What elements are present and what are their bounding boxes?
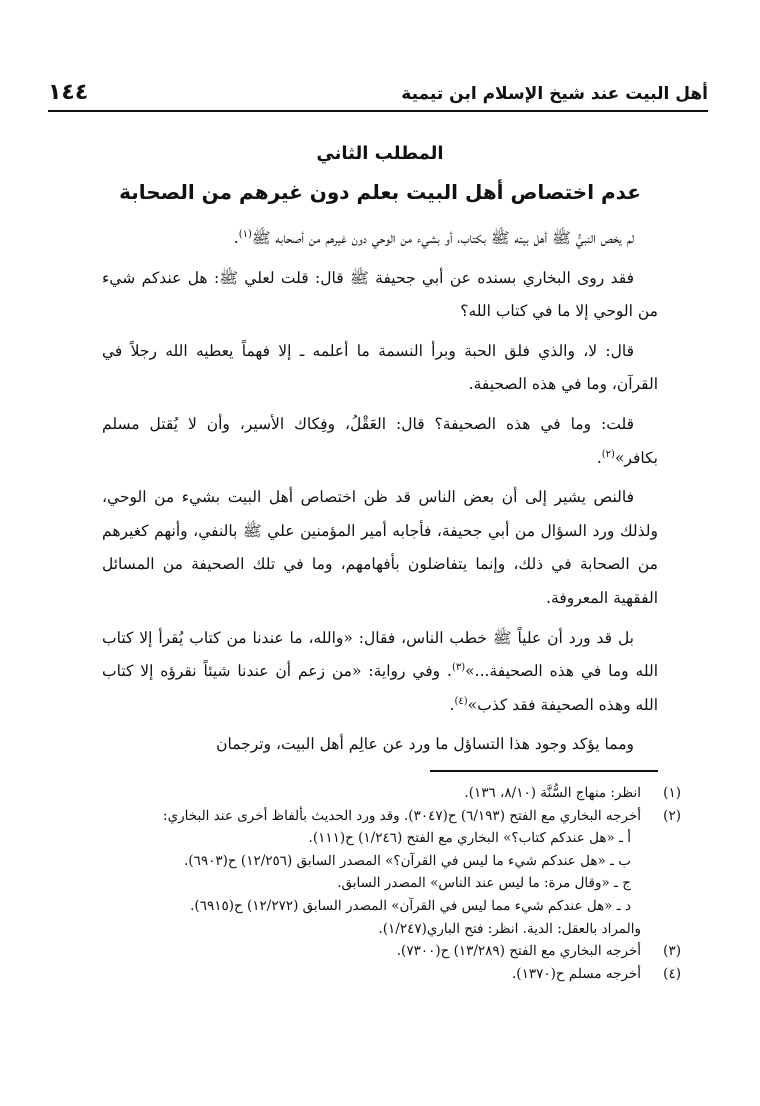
header-divider [48, 110, 708, 112]
footnote-ref: (٤) [454, 695, 468, 707]
paragraph: لم يخص النبيُّ ﷺ أهل بيته ﷺ بكتاب، أو بشيء من الوحي دون غيرهم من أصحابه ﷺ$^{(١)}$. [233, 228, 634, 247]
section-title: عدم اختصاص أهل البيت بعلم دون غيرهم من الصحابة [119, 180, 641, 204]
footnote: (٣) أخرجه البخاري مع الفتح (١٣/٢٨٩) ح(٧٣٠٠). [396, 943, 681, 960]
footnote-continuation: والمراد بالعقل: الدية. انظر: فتح الباري(١/٢٤٧). [378, 920, 641, 937]
running-header [48, 78, 708, 112]
running-title: أهل البيت عند شيخ الإسلام ابن تيمية [401, 84, 708, 104]
footnote-subitem: ج ـ «وقال مرة: ما ليس عند الناس» المصدر السابق. [337, 875, 631, 892]
footnote-ref: (٢) [601, 448, 615, 460]
footnote-subitem: د ـ «هل عندكم شيء مما ليس في القرآن» المصدر السابق (١٢/٢٧٢) ح(٦٩١٥). [190, 897, 631, 914]
footnote-subitem: أ ـ «هل عندكم كتاب؟» البخاري مع الفتح (١/٢٤٦) ح(١١١). [308, 830, 631, 847]
paragraph: بل قد ورد أن علياً ﷺ خطب الناس، فقال: «والله، ما عندنا من كتاب يُقرأ إلا كتاب الله وما في هذه الصحيفة...»$^{(٣)}$. وفي رواية: «من زعم أن عندنا شيئاً نقرؤه إلا كتاب الله وهذه الصحيفة فقد كذب»$^{(٤)}$. [102, 628, 658, 714]
footnote-ref: (١) [238, 228, 252, 240]
footnotes [95, 782, 681, 985]
paragraph: فقد روى البخاري بسنده عن أبي جحيفة ﷺ قال: قلت لعلي ﷺ: هل عندكم شيء من الوحي إلا ما في كتاب الله؟ [102, 268, 658, 321]
footnote: (٢) أخرجه البخاري مع الفتح (٦/١٩٣) ح(٣٠٤٧). وقد ورد الحديث بألفاظ أخرى عند البخاري: [163, 807, 681, 824]
paragraph: قلت: وما في هذه الصحيفة؟ قال: العَقْلُ، وفِكاك الأسير، وأن لا يُقتل مسلم بكافر»$^{(٢)}$. [102, 414, 658, 467]
page-number: ١٤٤ [48, 80, 89, 105]
section-number: المطلب الثاني [316, 143, 444, 164]
footnote-ref: (٣) [451, 661, 466, 673]
footnote: (٤) أخرجه مسلم ح(١٣٧٠). [512, 965, 681, 982]
footnote: (١) انظر: منهاج السُّنَّة (٨/١٠، ١٣٦). [464, 785, 681, 801]
footnote-divider [430, 770, 658, 772]
paragraph: قال: لا، والذي فلق الحبة وبرأ النسمة ما أعلمه ـ إلا فهماً يعطيه الله رجلاً في القرآن، وما في هذه الصحيفة. [102, 341, 658, 394]
paragraph: فالنص يشير إلى أن بعض الناس قد ظن اختصاص أهل البيت بشيء من الوحي، ولذلك ورد السؤال من أبي جحيفة، فأجابه أمير المؤمنين علي ﷺ بالنفي، وأنهم كغيرهم من الصحابة في ذلك، وإنما يتفاضلون بأفهامهم، وما في تلك الصحيفة من المسائل الفقهية المعروفة. [102, 488, 658, 607]
body-text [102, 222, 658, 768]
paragraph: ومما يؤكد وجود هذا التساؤل ما ورد عن عالِم أهل البيت، وترجمان [216, 735, 634, 754]
footnote-subitem: ب ـ «هل عندكم شيء ما ليس في القرآن؟» المصدر السابق (١٢/٢٥٦) ح(٦٩٠٣). [184, 852, 631, 869]
